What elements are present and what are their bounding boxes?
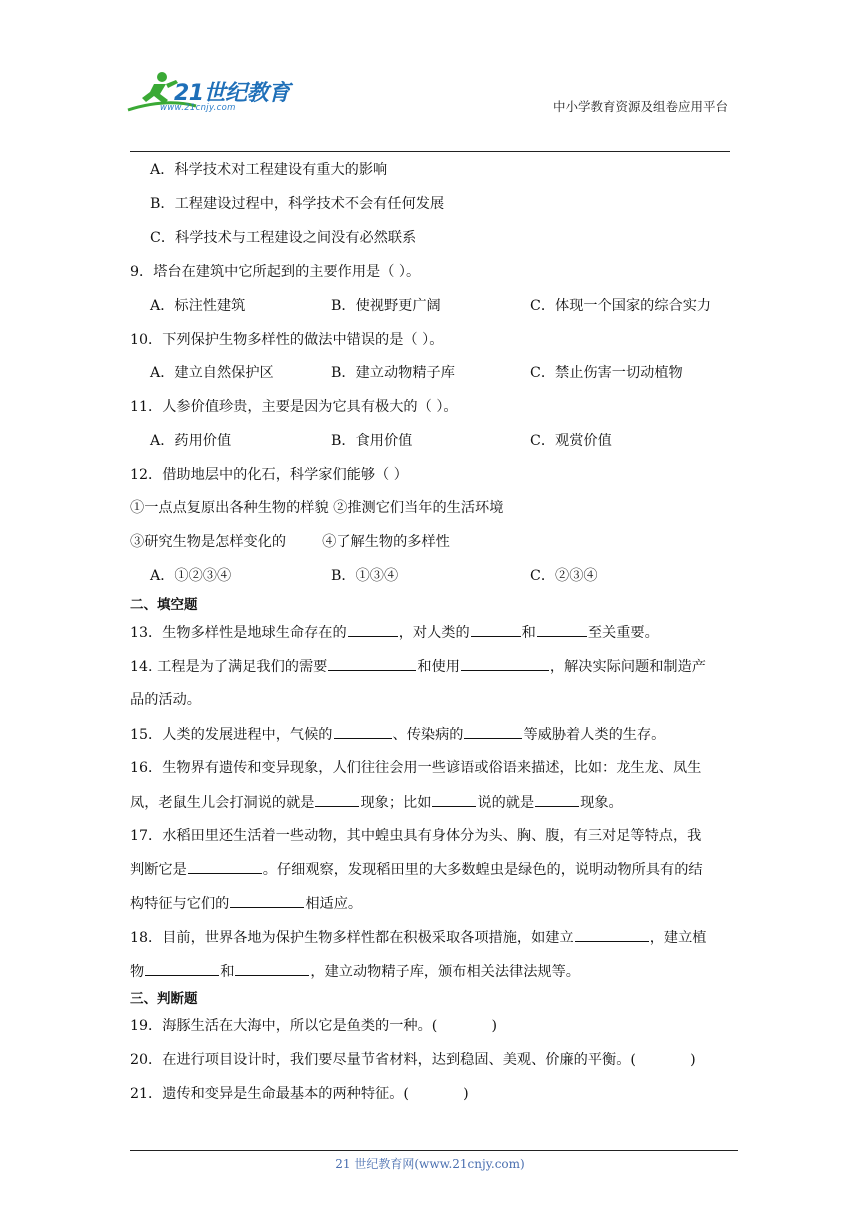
q17-line1: 17．水稻田里还生活着一些动物，其中蝗虫具有身体分为头、胸、腹，有三对足等特点，我 xyxy=(130,828,702,844)
q13-text-4: 至关重要。 xyxy=(587,625,659,641)
q16-blank-2 xyxy=(432,792,476,807)
q18-blank-3 xyxy=(235,961,309,976)
q13-text-3: 和 xyxy=(521,625,536,641)
q13-text-1: 13．生物多样性是地球生命存在的 xyxy=(130,625,347,641)
q15-text-2: 、传染病的 xyxy=(392,727,464,743)
q11-options xyxy=(150,431,750,451)
q12-options xyxy=(150,566,750,586)
q9-option-a: A．标注性建筑 xyxy=(150,298,246,314)
q12-option-c: C．②③④ xyxy=(530,568,598,584)
q11-option-b: B．食用价值 xyxy=(331,433,413,449)
q17-text-1: 判断它是 xyxy=(130,862,187,878)
q12-items-line2: ③研究生物是怎样变化的 ④了解生物的多样性 xyxy=(130,534,450,550)
q10-option-c: C．禁止伤害一切动植物 xyxy=(530,365,683,381)
q10-options xyxy=(150,363,750,383)
q17-text-4: 相适应。 xyxy=(305,896,363,912)
q10-option-a: A．建立自然保护区 xyxy=(150,365,274,381)
q12-stem: 12．借助地层中的化石，科学家们能够（ ） xyxy=(130,467,408,483)
header-rule xyxy=(130,151,730,152)
q9-stem: 9．塔台在建筑中它所起到的主要作用是（ ）。 xyxy=(130,264,421,280)
q14-text-1: 14. 工程是为了满足我们的需要 xyxy=(130,659,328,675)
q16-text-1: 凤，老鼠生儿会打洞说的就是 xyxy=(130,795,315,811)
q16-blank-3 xyxy=(535,792,579,807)
q10-stem: 10．下列保护生物多样性的做法中错误的是（ ）。 xyxy=(130,332,444,348)
q17-text-2: 。仔细观察，发现稻田里的大多数蝗虫是绿色的，说明动物所具有的结 xyxy=(262,862,703,878)
q17-line3 xyxy=(130,893,362,914)
q16-text-4: 现象。 xyxy=(580,795,623,811)
q8-option-b: B．工程建设过程中，科学技术不会有任何发展 xyxy=(150,196,445,212)
q16-blank-1 xyxy=(315,792,359,807)
q14-text-3: ，解决实际问题和制造产 xyxy=(549,659,706,675)
q18-text-1: 18．目前，世界各地为保护生物多样性都在积极采取各项措施，如建立 xyxy=(130,930,574,946)
q17-blank-1 xyxy=(188,859,262,874)
q13-blank-2 xyxy=(471,622,521,637)
q14-blank-2 xyxy=(461,656,549,671)
q21: 21．遗传和变异是生命最基本的两种特征。( ) xyxy=(130,1086,469,1102)
q14-text-2: 和使用 xyxy=(417,659,460,675)
q12-option-a: A．①②③④ xyxy=(150,568,232,584)
q9-option-b: B．使视野更广阔 xyxy=(331,298,441,314)
logo-url: www.21cnjy.com xyxy=(160,103,236,113)
q14-blank-1 xyxy=(328,656,416,671)
header-platform-name: 中小学教育资源及组卷应用平台 xyxy=(552,99,728,114)
q18-blank-1 xyxy=(575,927,649,942)
q11-stem: 11．人参价值珍贵，主要是因为它具有极大的（ ）。 xyxy=(130,399,458,415)
q16-text-2: 现象；比如 xyxy=(360,795,432,811)
q16-line1: 16．生物界有遗传和变异现象，人们往往会用一些谚语或俗语来描述，比如：龙生龙、凤生 xyxy=(130,760,702,776)
q8-option-a: A．科学技术对工程建设有重大的影响 xyxy=(150,162,388,178)
q8-option-c: C．科学技术与工程建设之间没有必然联系 xyxy=(150,230,417,246)
q18-blank-2 xyxy=(145,961,219,976)
q18-text-3: 物 xyxy=(130,964,145,980)
q15 xyxy=(130,724,665,745)
q13-blank-1 xyxy=(348,622,398,637)
section-fill-in-heading: 二、填空题 xyxy=(130,597,198,613)
logo-text: 21世纪教育 xyxy=(174,81,290,106)
q11-option-c: C．观赏价值 xyxy=(530,433,612,449)
q11-option-a: A．药用价值 xyxy=(150,433,232,449)
q13-blank-3 xyxy=(537,622,587,637)
q18-line2 xyxy=(130,961,580,982)
q18-text-5: ，建立动物精子库，颁布相关法律法规等。 xyxy=(310,964,580,980)
q18-text-2: ，建立植 xyxy=(649,930,707,946)
q19: 19．海豚生活在大海中，所以它是鱼类的一种。( ) xyxy=(130,1018,497,1034)
q14-line1 xyxy=(130,656,706,677)
q15-blank-1 xyxy=(334,724,392,739)
q9-options xyxy=(150,296,750,316)
q12-items-line1: ①一点点复原出各种生物的样貌 ②推测它们当年的生活环境 xyxy=(130,500,504,516)
q17-text-3: 构特征与它们的 xyxy=(130,896,230,912)
q17-line2 xyxy=(130,859,703,880)
q13 xyxy=(130,622,659,643)
q14-line2: 品的活动。 xyxy=(130,692,201,708)
q9-option-c: C．体现一个国家的综合实力 xyxy=(530,298,712,314)
footer-rule xyxy=(130,1150,738,1151)
q16-line2 xyxy=(130,792,623,813)
q13-text-2: ，对人类的 xyxy=(398,625,470,641)
q15-blank-2 xyxy=(464,724,522,739)
q15-text-1: 15．人类的发展进程中，气候的 xyxy=(130,727,333,743)
q18-text-4: 和 xyxy=(220,964,235,980)
q10-option-b: B．建立动物精子库 xyxy=(331,365,455,381)
q17-blank-2 xyxy=(230,893,304,908)
footer-text: 21 世纪教育网(www.21cnjy.com) xyxy=(335,1157,525,1171)
q18-line1 xyxy=(130,927,706,948)
q15-text-3: 等威胁着人类的生存。 xyxy=(523,727,666,743)
q16-text-3: 说的就是 xyxy=(477,795,535,811)
q20: 20．在进行项目设计时，我们要尽量节省材料，达到稳固、美观、价廉的平衡。( ) xyxy=(130,1052,696,1068)
section-true-false-heading: 三、判断题 xyxy=(130,991,198,1007)
q12-option-b: B．①③④ xyxy=(331,568,399,584)
